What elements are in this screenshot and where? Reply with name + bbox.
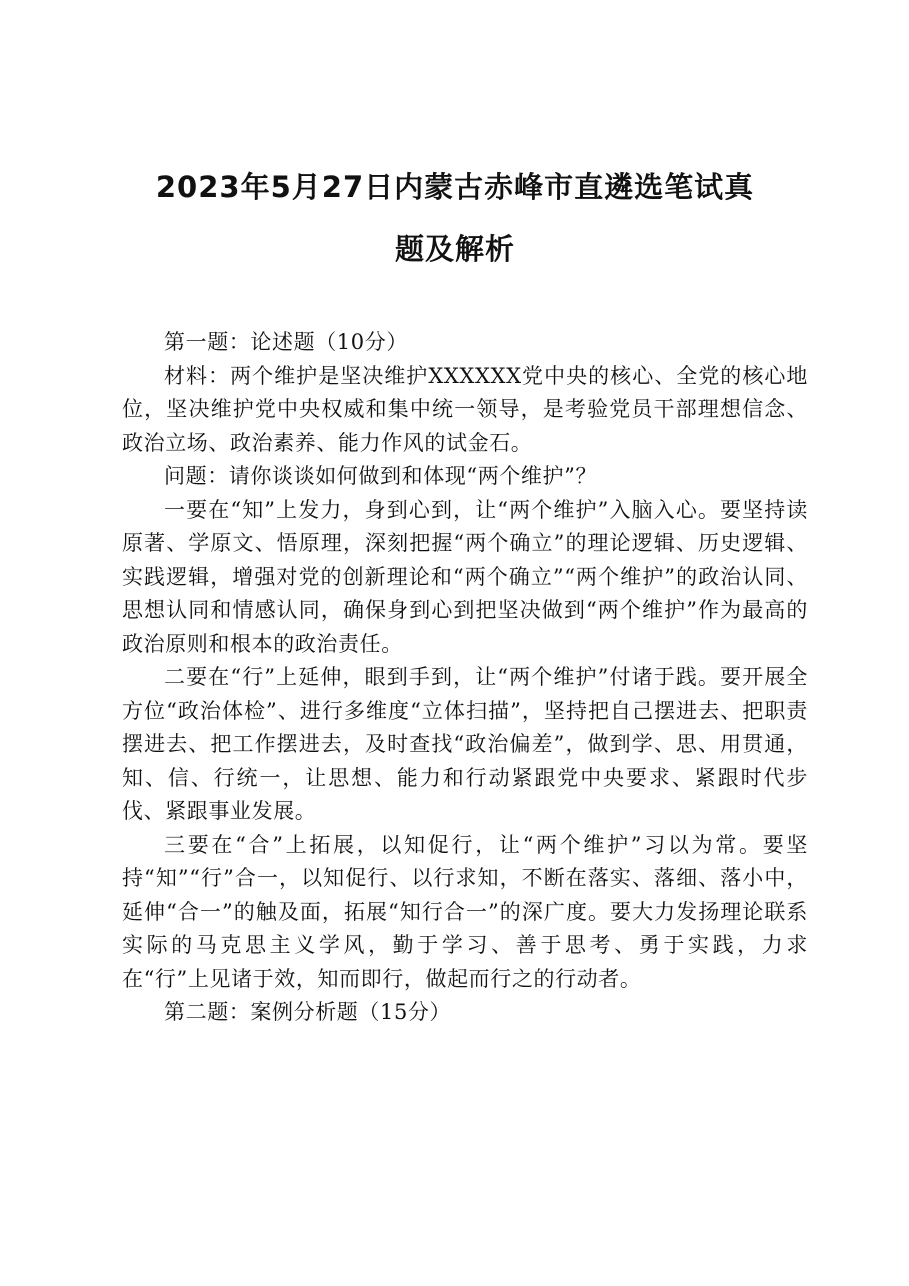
question-2-heading: 第二题：案例分析题（15分） — [164, 1000, 452, 1024]
question-prompt: 问题：请你谈谈如何做到和体现“两个维护”？ — [164, 464, 598, 488]
answer-paragraph-2: 二要在“行”上延伸，眼到手到，让“两个维护”付诸于践。要开展全方位“政治体检”、进行多维度“立体扫描”，坚持把自己摆进去、把职责摆进去、把工作摆进去，及时查找“政治偏差”，做到学、思、用贯通，知、信、行统一，让思想、能力和行动紧跟党中央要求、紧跟时代步伐、紧跟事业发展。 — [122, 665, 808, 823]
document-title-line-2: 题及解析 — [394, 232, 515, 266]
answer-paragraph-1: 一要在“知”上发力，身到心到，让“两个维护”入脑入心。要坚持读原著、学原文、悟原理，深刻把握“两个确立”的理论逻辑、历史逻辑、实践逻辑，增强对党的创新理论和“两个确立”“两个维护”的政治认同、思想认同和情感认同，确保身到心到把坚决做到“两个维护”作为最高的政治原则和根本的政治责任。 — [122, 497, 808, 656]
question-1-heading: 第一题：论述题（10分） — [164, 330, 408, 354]
document-body — [122, 326, 808, 1030]
document-title-line-1: 2023年5月27日内蒙古赤峰市直遴选笔试真 — [155, 170, 755, 204]
material-paragraph: 材料：两个维护是坚决维护XXXXXX党中央的核心、全党的核心地位，坚决维护党中央权威和集中统一领导，是考验党员干部理想信念、政治立场、政治素养、能力作风的试金石。 — [122, 363, 808, 455]
answer-paragraph-3: 三要在“合”上拓展，以知促行，让“两个维护”习以为常。要坚持“知”“行”合一，以知促行、以行求知，不断在落实、落细、落小中，延伸“合一”的触及面，拓展“知行合一”的深广度。要大力发扬理论联系实际的马克思主义学风，勤于学习、善于思考、勇于实践，力求在“行”上见诸于效，知而即行，做起而行之的行动者。 — [122, 832, 808, 991]
